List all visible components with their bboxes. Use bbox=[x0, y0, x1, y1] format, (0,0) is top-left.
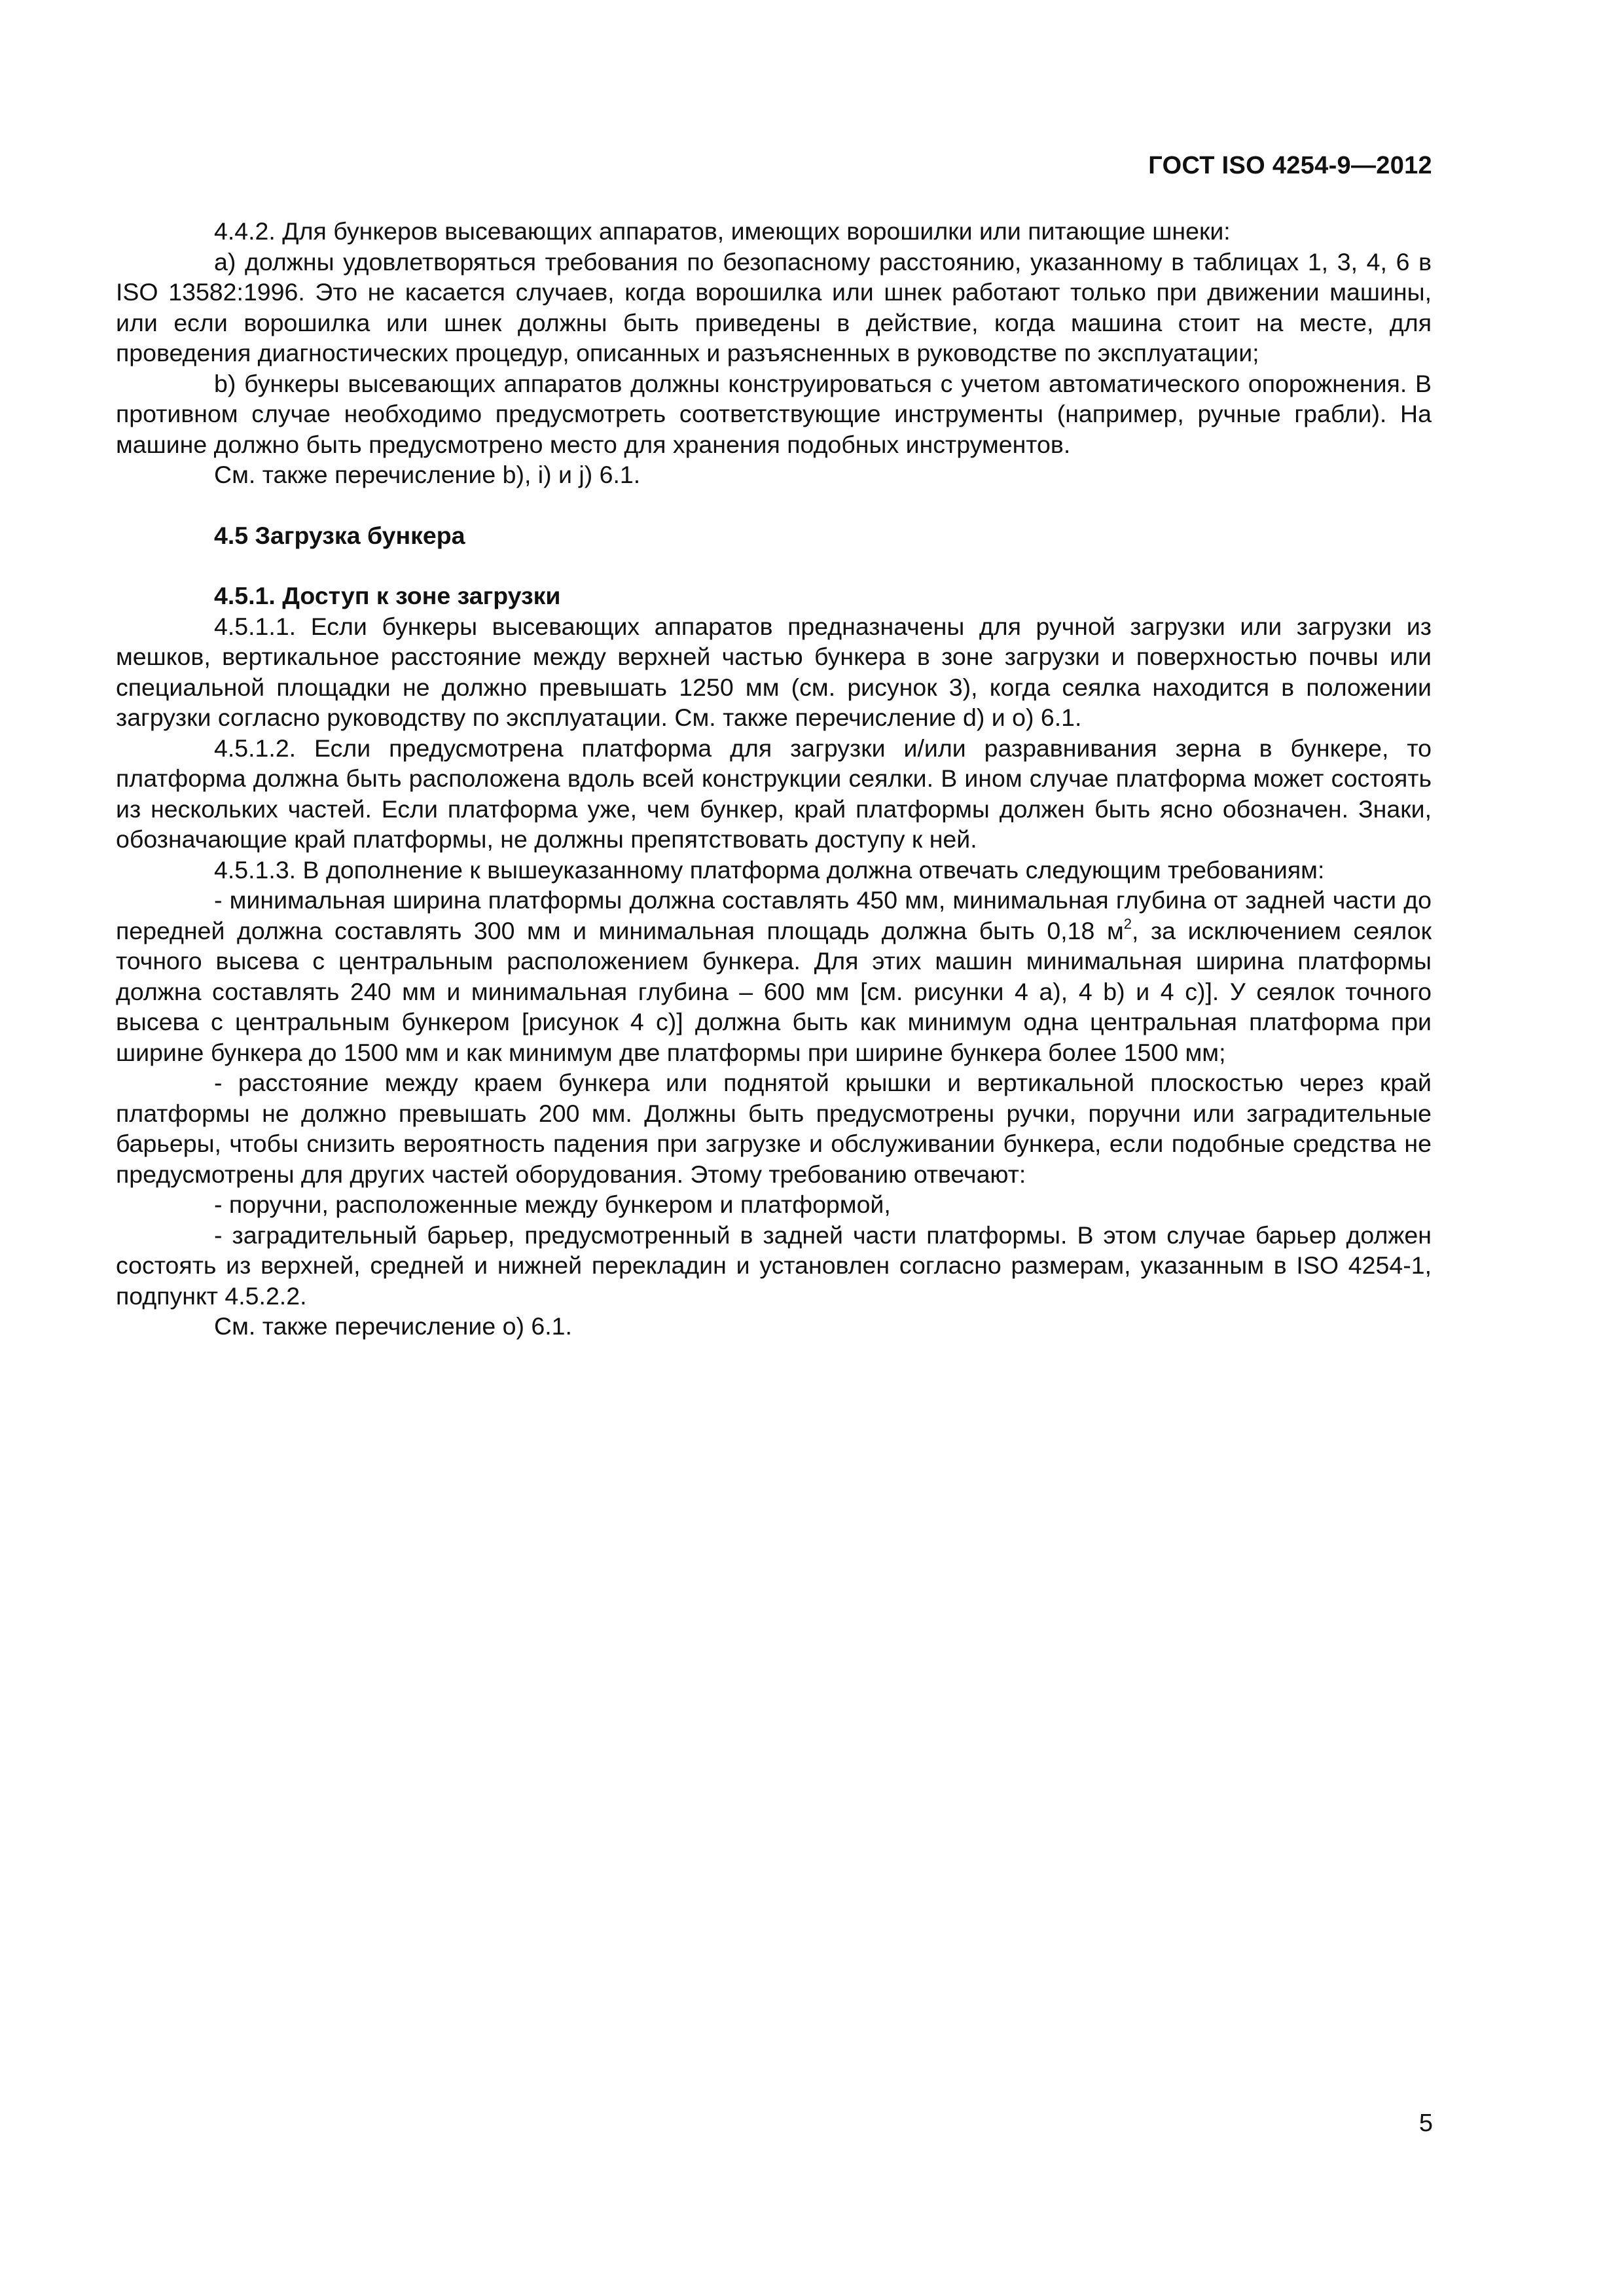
section-heading-4-5: 4.5 Загрузка бункера bbox=[214, 521, 465, 549]
paragraph-4-5-1-1: 4.5.1.1. Если бункеры высевающих аппаратов предназначены для ручной загрузки или загрузки из мешков, вертикальное расстояние между верхней частью бункера в зоне загрузки и поверхностью почвы или специальной площадки не должно превышать 1250 мм (см. рисунок 3), когда сеялка находится в положении загрузки согласно руководству по эксплуатации. См. также перечисление d) и o) 6.1. bbox=[116, 612, 1432, 731]
list-item-a: a) должны удовлетворяться требования по безопасному расстоянию, указанному в таблицах 1, 3, 4, 6 в ISO 13582:1996. Это не касается случаев, когда ворошилка или шнек работают только при движении машины, или если ворошилка или шнек должны быть приведены в действие, когда машина стоит на месте, для проведения диагностических процедур, описанных и разъясненных в руководстве по эксплуатации; bbox=[116, 247, 1432, 367]
see-also-note: См. также перечисление b), i) и j) 6.1. bbox=[214, 461, 641, 488]
paragraph-4-4-2: 4.4.2. Для бункеров высевающих аппаратов, имеющих ворошилки или питающие шнеки: bbox=[214, 217, 1231, 245]
list-item-b: b) бункеры высевающих аппаратов должны конструироваться с учетом автоматического опорожнения. В противном случае необходимо предусмотреть соответствующие инструменты (например, ручные грабли). На машине должно быть предусмотрено место для хранения подобных инструментов. bbox=[116, 369, 1432, 458]
superscript-exponent: 2 bbox=[1123, 915, 1132, 932]
document-code-header: ГОСТ ISO 4254-9—2012 bbox=[1148, 152, 1432, 179]
requirement-item-1-text-a: - минимальная ширина платформы должна составлять 450 мм, минимальная глубина от задней части до передней должна составлять 300 мм и минимальная площадь должна быть 0,18 м bbox=[116, 886, 1432, 944]
requirement-item-2: - расстояние между краем бункера или поднятой крышки и вертикальной плоскостью через край платформы не должно превышать 200 мм. Должны быть предусмотрены ручки, поручни или заградительные барьеры, чтобы снизить вероятность падения при загрузке и обслуживании бункера, если подобные средства не предусмотрены для других частей оборудования. Этому требованию отвечают: bbox=[116, 1069, 1432, 1188]
page-number: 5 bbox=[1418, 2109, 1433, 2137]
see-also-note-2: См. также перечисление o) 6.1. bbox=[214, 1312, 572, 1340]
document-body bbox=[116, 216, 1432, 1342]
requirement-item-4: - заградительный барьер, предусмотренный в задней части платформы. В этом случае барьер должен состоять из верхней, средней и нижней перекладин и установлен согласно размерам, указанным в ISO 4254-1, подпункт 4.5.2.2. bbox=[116, 1221, 1432, 1310]
requirement-item-1 bbox=[116, 885, 1432, 1067]
paragraph-4-5-1-2: 4.5.1.2. Если предусмотрена платформа для загрузки и/или разравнивания зерна в бункере, то платформа должна быть расположена вдоль всей конструкции сеялки. В ином случае платформа может состоять из нескольких частей. Если платформа уже, чем бункер, край платформы должен быть ясно обозначен. Знаки, обозначающие край платформы, не должны препятствовать доступу к ней. bbox=[116, 734, 1432, 853]
requirement-item-1-text-b: , за исключением сеялок точного высева с центральным расположением бункера. Для этих машин минимальная ширина платформы должна составлять 240 мм и минимальная глубина – 600 мм [см. рисунки 4 a), 4 b) и 4 c)]. У сеялок точного высева с центральным бункером [рисунок 4 c)] должна быть как минимум одна центральная платформа при ширине бункера до 1500 мм и как минимум две платформы при ширине бункера более 1500 мм; bbox=[116, 916, 1432, 1066]
subsection-heading-4-5-1: 4.5.1. Доступ к зоне загрузки bbox=[214, 582, 561, 609]
paragraph-4-5-1-3: 4.5.1.3. В дополнение к вышеуказанному платформа должна отвечать следующим требованиям: bbox=[214, 855, 1325, 884]
requirement-item-3: - поручни, расположенные между бункером и платформой, bbox=[214, 1191, 891, 1218]
